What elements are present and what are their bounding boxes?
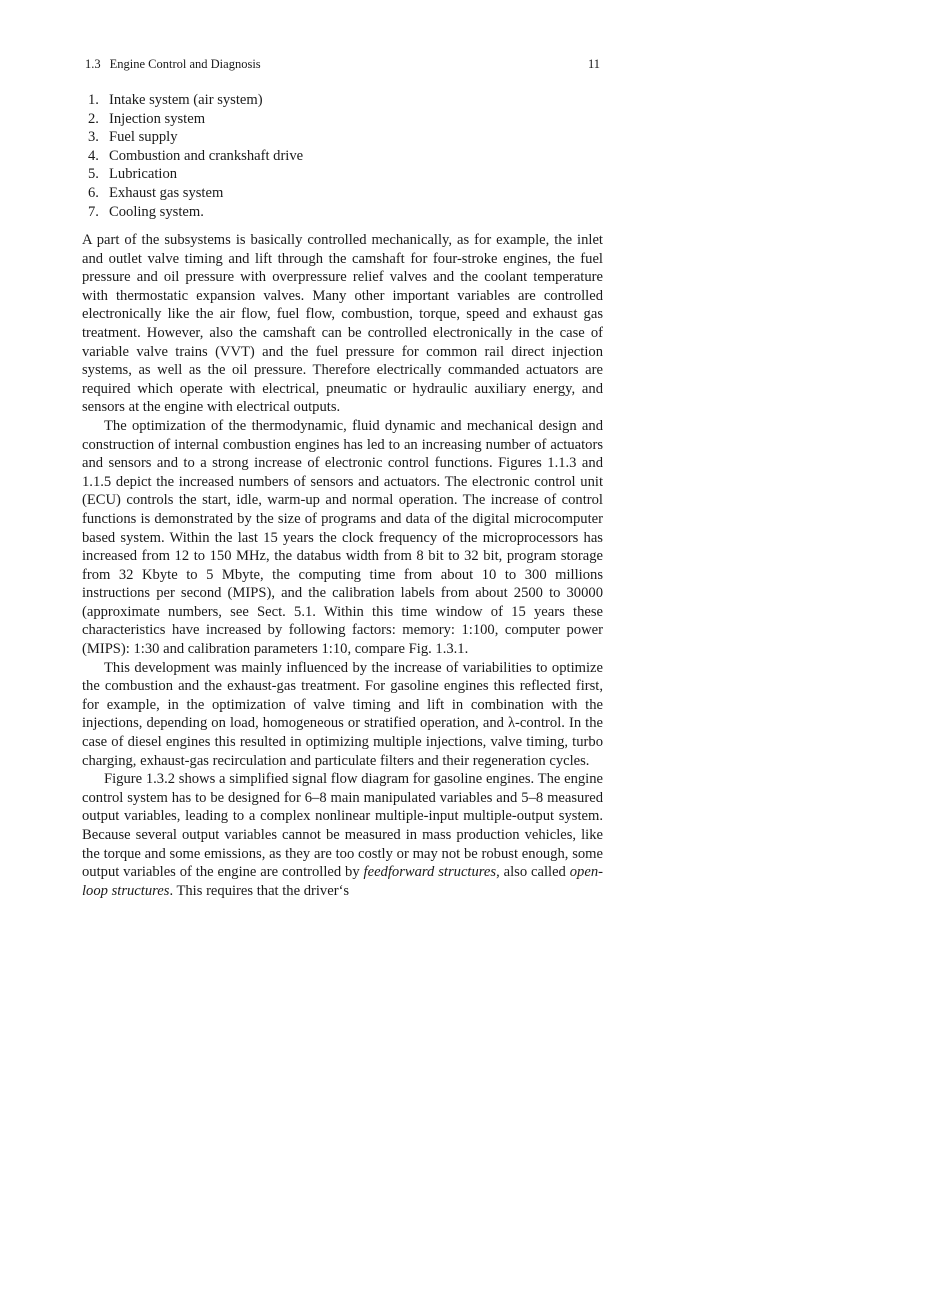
page-number: 11	[587, 57, 600, 71]
list-marker: 1.	[88, 92, 99, 108]
emphasis-term: open-loop structures	[82, 864, 603, 899]
list-item-text: Exhaust gas system	[109, 184, 224, 201]
paragraph-signal-flow	[82, 770, 603, 900]
list-item-text: Injection system	[109, 110, 206, 127]
paragraph-text: . This requires that the driver‘s	[169, 882, 350, 899]
list-item-text: Lubrication	[109, 166, 178, 183]
list-item	[82, 128, 303, 147]
list-item-text: Fuel supply	[109, 129, 178, 146]
paragraph-text: Figure 1.3.2 shows a simplified signal flow diagram for gasoline engines. The engine control system has to be designed for 6–8 main manipulated variables and 5–8 measured output variables, leading to a complex nonlinear multiple-input multiple-output system. Because several output variables cannot be measured in mass production vehicles, like the torque and some emissions, as they are too costly or may not be robust enough, some output variables of the engine are controlled by	[82, 771, 603, 881]
running-head	[82, 56, 603, 72]
list-marker: 4.	[88, 147, 99, 164]
list-item	[82, 184, 303, 203]
list-marker: 2.	[88, 110, 99, 127]
list-item	[82, 165, 303, 184]
list-item	[82, 91, 303, 110]
paragraph-mechanical-control: A part of the subsystems is basically controlled mechanically, as for example, the inlet and outlet valve timing and lift through the camshaft for four-stroke engines, the fuel pressure and oil pressure with overpressure relief valves and the coolant temperature with thermostatic expansion valves. Many other important variables are controlled electronically like the air flow, fuel flow, combustion, torque, speed and exhaust gas treatment. However, also the camshaft can be controlled electronically in the case of variable valve trains (VVT) and the fuel pressure for common rail direct injection systems, as well as the oil pressure. Therefore electrically commanded actuators are required which operate with electrical, pneumatic or hydraulic auxiliary energy, and sensors at the engine with electrical outputs.	[82, 232, 603, 416]
list-item-text: Combustion and crankshaft drive	[109, 147, 304, 164]
section-heading	[85, 56, 261, 72]
list-marker: 6.	[88, 184, 99, 201]
list-item	[82, 110, 303, 129]
paragraph-optimization: The optimization of the thermodynamic, fluid dynamic and mechanical design and construction of internal combustion engines has led to an increasing number of actuators and sensors and to a strong increase of electronic control functions. Figures 1.1.3 and 1.1.5 depict the increased numbers of sensors and actuators. The electronic control unit (ECU) controls the start, idle, warm-up and normal operation. The increase of control functions is demonstrated by the size of programs and data of the digital microcomputer based system. Within the last 15 years the clock frequency of the microprocessors has increased from 12 to 150 MHz, the databus width from 8 bit to 32 bit, program storage from 32 Kbyte to 5 Mbyte, the computing time from about 10 to 300 millions instructions per second (MIPS), and the calibration labels from about 2500 to 30000 (approximate numbers, see Sect. 5.1. Within this time window of 15 years these characteristics have increased by following factors: memory: 1:100, computer power (MIPS): 1:30 and calibration parameters 1:10, compare Fig. 1.3.1.	[82, 417, 603, 658]
section-title: Engine Control and Diagnosis	[109, 57, 261, 71]
body-text	[82, 231, 603, 900]
list-item	[82, 147, 303, 166]
subsystem-list	[82, 91, 303, 221]
list-item-text: Cooling system.	[109, 203, 204, 220]
list-item	[82, 203, 303, 222]
emphasis-term: feedforward structures	[363, 864, 497, 881]
paragraph-text: , also called	[496, 864, 570, 881]
list-item-text: Intake system (air system)	[109, 92, 263, 108]
list-marker: 7.	[88, 203, 99, 220]
section-number: 1.3	[85, 57, 101, 71]
list-marker: 5.	[88, 166, 99, 183]
paragraph-development: This development was mainly influenced by the increase of variabilities to optimize the combustion and the exhaust-gas treatment. For gasoline engines this reflected first, for example, in the optimization of valve timing and lift in combination with the injections, depending on load, homogeneous or stratified operation, and λ-control. In the case of diesel engines this resulted in optimizing multiple injections, valve timing, turbo charging, exhaust-gas recirculation and particulate filters and their regeneration cycles.	[82, 659, 603, 769]
list-marker: 3.	[88, 129, 99, 146]
